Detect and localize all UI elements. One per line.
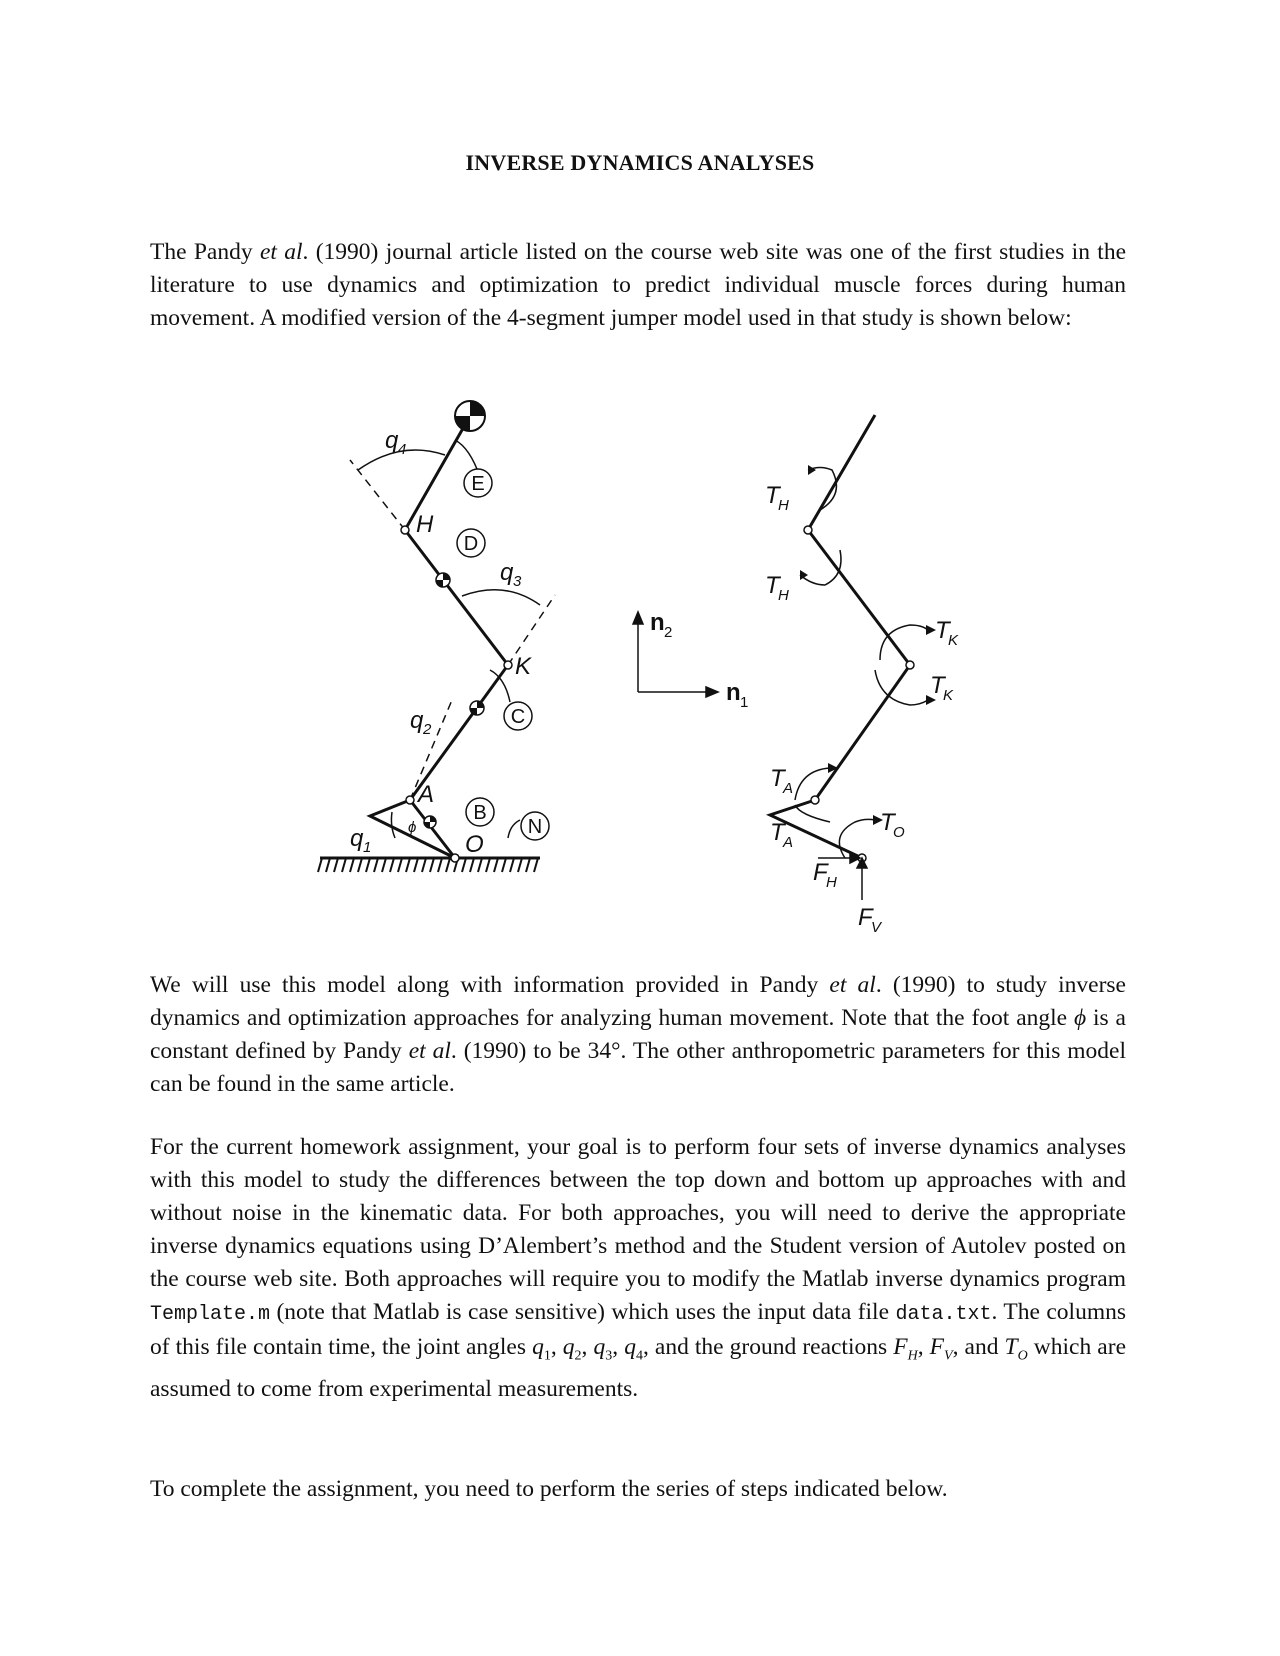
q3-label: q <box>500 559 514 586</box>
text-run: et al <box>408 1038 451 1064</box>
n1-label: n <box>726 679 741 706</box>
toe-torque-subscript: O <box>893 824 905 841</box>
ankle-label: A <box>418 781 435 808</box>
ankle-torque-lower-subscript: A <box>783 834 794 851</box>
fbd-ankle-joint <box>811 796 819 804</box>
knee-joint <box>504 661 512 669</box>
fh-subscript: H <box>907 1348 918 1364</box>
text-run: , and <box>952 1334 1005 1360</box>
q3-subscript: 3 <box>605 1348 613 1364</box>
ankle-torque-lower-arc <box>795 805 830 822</box>
q2-symbol: q <box>562 1334 575 1360</box>
hip-torque-lower-subscript: H <box>778 587 789 604</box>
n2-arrowhead <box>633 612 643 624</box>
text-run: is a constant defined by Pandy <box>150 1005 1126 1064</box>
circled-label-N: N <box>527 816 543 838</box>
circled-label-D: D <box>463 533 479 555</box>
text-run: (note that Matlab is case sensitive) which uses the input data file <box>270 1299 896 1325</box>
steps-intro-paragraph: To complete the assignment, you need to perform the series of steps indicated below. <box>150 1476 948 1502</box>
hip-torque-upper-arrow <box>808 465 816 475</box>
fbd-knee-joint <box>906 661 914 669</box>
fh-label-F: F <box>813 859 828 886</box>
foot-angle-label: ϕ <box>408 819 417 836</box>
knee-torque-lower-subscript: K <box>943 687 954 704</box>
head-center-of-mass-icon <box>455 401 485 431</box>
fbd-thigh-segment <box>808 530 910 665</box>
text-run: et al <box>259 239 303 265</box>
fv-subscript: V <box>944 1348 953 1364</box>
text-run: . (1990) to be 34°. The other anthropometric parameters for this model can be found in the same article. <box>150 1038 1126 1097</box>
ground-hatching <box>318 858 538 872</box>
hip-label: H <box>416 511 434 538</box>
fv-label-subscript: V <box>871 919 882 936</box>
data-filename: data.txt <box>895 1303 992 1326</box>
text-run: et al <box>829 972 876 998</box>
q4-symbol: q <box>624 1334 636 1360</box>
N-arrow <box>508 820 520 838</box>
hip-joint <box>401 526 409 534</box>
q3-symbol: q <box>593 1334 606 1360</box>
circled-label-C: C <box>510 706 526 728</box>
n2-label: n <box>650 609 665 636</box>
fv-symbol: F <box>929 1334 945 1360</box>
circled-label-E: E <box>471 473 485 495</box>
text-run: . (1990) journal article listed on the course web site was one of the first studies in the literature to use dynamics and optimization to predict individual muscle forces during human movement. A modified version of the 4-segment jumper model used in that study is shown below: <box>150 239 1127 331</box>
foot-center-of-mass-icon <box>424 816 436 828</box>
ankle-joint <box>406 796 414 804</box>
page-title: INVERSE DYNAMICS ANALYSES <box>465 150 815 175</box>
toe-label: O <box>465 831 484 858</box>
hip-torque-upper-subscript: H <box>778 497 789 514</box>
q2-subscript: 2 <box>574 1348 582 1364</box>
q1-arc <box>391 812 395 838</box>
circled-label-B: B <box>473 802 487 824</box>
q1-subscript: 1 <box>363 839 372 856</box>
q4-subscript: 4 <box>635 1348 643 1364</box>
thigh-center-of-mass-icon <box>436 573 450 587</box>
fbd-shank-segment <box>815 665 910 800</box>
q1-label: q <box>350 825 364 852</box>
text-run: which are assumed to come from experimental measurements. <box>150 1334 1126 1402</box>
fv-label-F: F <box>858 904 873 931</box>
knee-torque-lower-T: T <box>930 672 945 699</box>
q4-subscript: 4 <box>398 441 407 458</box>
shank-center-of-mass-icon <box>470 701 484 715</box>
template-filename: Template.m <box>150 1303 271 1326</box>
fh-label-subscript: H <box>826 874 837 891</box>
q4-label: q <box>385 427 399 454</box>
fbd-trunk-segment <box>808 415 875 530</box>
knee-torque-upper-subscript: K <box>948 632 959 649</box>
text-run: . The columns of this file contain time, the joint angles <box>150 1299 1126 1360</box>
text-run: , and the ground reactions <box>642 1334 894 1360</box>
model-description-paragraph <box>150 969 1126 1101</box>
assignment-paragraph: For the current homework assignment, your goal is to perform four sets of inverse dynamics analyses with this model to study the differences between the top down and bottom up approaches with and without noise in the kinematic data. For both approaches, you will need to derive the appropriate inverse dynamics equations using D’Alembert’s method and the Student version of Autolev posted on the course web site. Both approaches will require you to modify the Matlab inverse dynamics program Template.m (note that Matlab is case sensitive) which uses the input data file data.txt. The columns of this file contain time, the joint angles $q_1$, $q_2$, $q_3$, $q_4$, and the ground reactions $F_H$, $F_V$, and $T_O$ which are assumed to come from experimental measurements. <box>150 1134 1126 1402</box>
to-subscript: O <box>1017 1348 1028 1364</box>
fbd-hip-joint <box>804 526 812 534</box>
q1-symbol: q <box>532 1334 544 1360</box>
toe-joint <box>451 854 459 862</box>
to-symbol: T <box>1004 1334 1018 1360</box>
q2-subscript: 2 <box>423 721 432 738</box>
q2-label: q <box>410 707 424 734</box>
q3-subscript: 3 <box>513 573 522 590</box>
n1-arrowhead <box>706 687 718 697</box>
toe-torque-arc <box>839 819 875 858</box>
hip-torque-upper-T: T <box>765 482 780 509</box>
q3-arc <box>462 590 540 605</box>
ankle-torque-upper-subscript: A <box>783 780 794 797</box>
text-run: For the current homework assignment, your goal is to perform four sets of inverse dynamics analyses with this model to study the differences between the top down and bottom up approaches with and without noise in the kinematic data. For both approaches, you will need to derive the appropriate inverse dynamics equations using D’Alembert’s method and the Student version of Autolev posted on the course web site. Both approaches will require you to modify the Matlab inverse dynamics program <box>150 1134 1126 1292</box>
text-run: We will use this model along with information provided in Pandy <box>150 972 830 998</box>
text-run: The Pandy <box>150 239 260 265</box>
q4-reference-line <box>350 460 405 530</box>
ankle-torque-upper-T: T <box>770 765 785 792</box>
knee-label: K <box>515 653 532 680</box>
phi-symbol: ϕ <box>1073 1005 1087 1031</box>
hip-torque-lower-T: T <box>765 572 780 599</box>
trunk-segment <box>405 416 470 530</box>
n2-subscript: 2 <box>664 624 673 641</box>
ankle-torque-lower-T: T <box>770 819 785 846</box>
toe-torque-T: T <box>880 809 895 836</box>
fh-symbol: F <box>893 1334 908 1360</box>
n1-subscript: 1 <box>740 694 749 711</box>
text-run: . (1990) to study inverse dynamics and optimization approaches for analyzing human movement. Note that the foot angle <box>150 972 1126 1031</box>
q1-subscript: 1 <box>543 1348 551 1364</box>
thigh-segment <box>405 530 508 665</box>
knee-torque-upper-T: T <box>935 617 950 644</box>
